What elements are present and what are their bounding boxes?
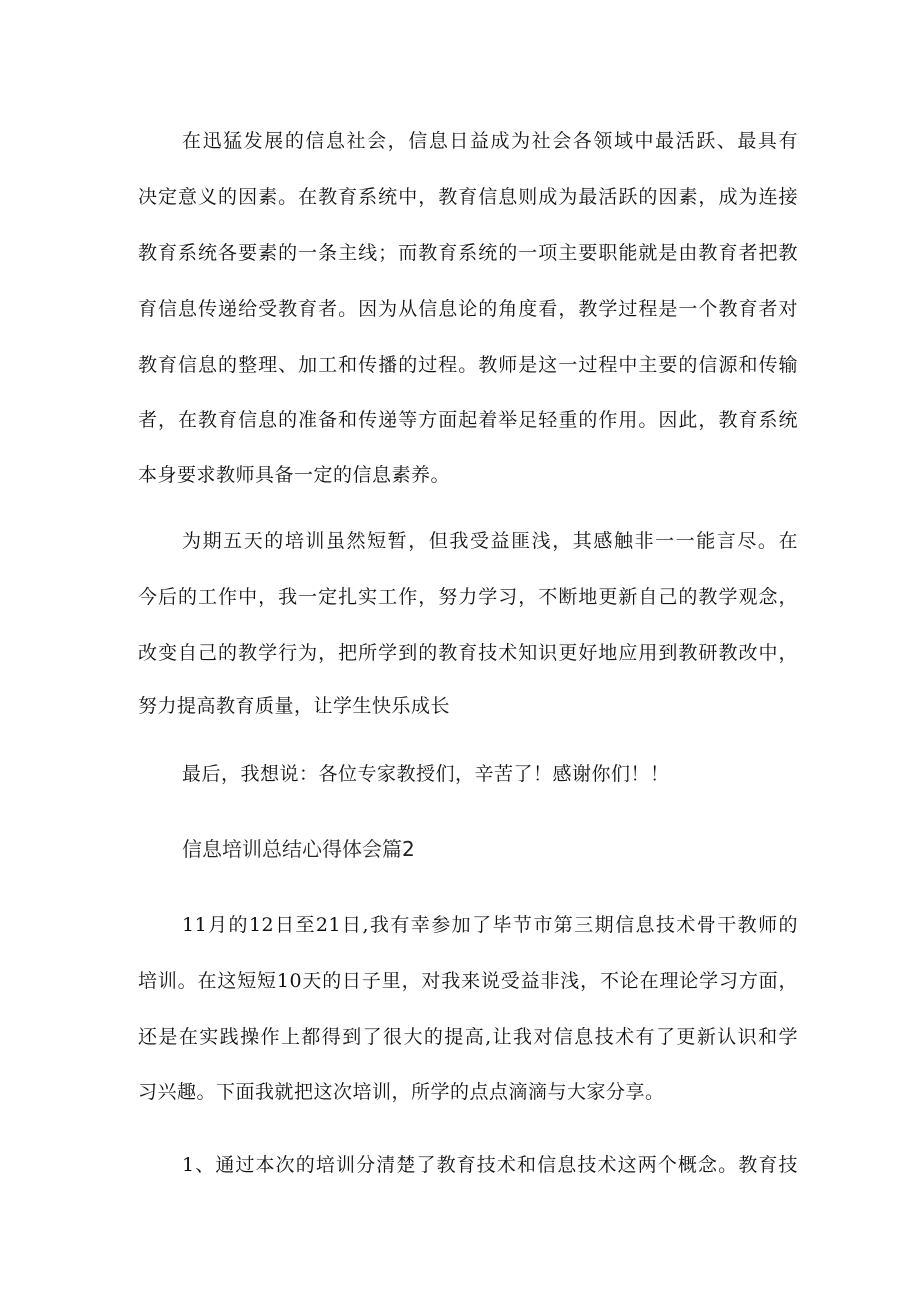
text-line: 最后，我想说：各位专家教授们，辛苦了！感谢你们！！ [182, 763, 670, 785]
text-line: 决定意义的因素。在教育系统中，教育信息则成为最活跃的因素，成为连接 [138, 186, 798, 208]
text-line: 今后的工作中，我一定扎实工作，努力学习，不断地更新自己的教学观念， [138, 586, 798, 608]
text-line: 习兴趣。下面我就把这次培训，所学的点点滴滴与大家分享。 [138, 1081, 665, 1103]
section-heading: 信息培训总结心得体会篇2 [182, 837, 415, 861]
text-line: 教育系统各要素的一条主线；而教育系统的一项主要职能就是由教育者把教 [138, 242, 798, 264]
text-line: 育信息传递给受教育者。因为从信息论的角度看，教学过程是一个教育者对 [138, 298, 798, 320]
text-line: 在迅猛发展的信息社会，信息日益成为社会各领域中最活跃、最具有 [182, 130, 798, 152]
text-line: 努力提高教育质量，让学生快乐成长 [138, 695, 451, 717]
text-line: 本身要求教师具备一定的信息素养。 [138, 464, 451, 486]
text-line: 教育信息的整理、加工和传播的过程。教师是这一过程中主要的信源和传输 [138, 354, 798, 376]
text-line: 改变自己的教学行为，把所学到的教育技术知识更好地应用到教研教改中， [138, 642, 798, 664]
text-line: 培训。在这短短10天的日子里，对我来说受益非浅，不论在理论学习方面， [138, 970, 798, 992]
text-line: 者，在教育信息的准备和传递等方面起着举足轻重的作用。因此，教育系统 [138, 409, 798, 431]
text-line: 1、通过本次的培训分清楚了教育技术和信息技术这两个概念。教育技 [182, 1154, 798, 1176]
text-line: 为期五天的培训虽然短暂，但我受益匪浅，其感触非一一能言尽。在 [182, 530, 798, 552]
text-line: 11月的12日至21日,我有幸参加了毕节市第三期信息技术骨干教师的 [182, 914, 798, 936]
text-line: 还是在实践操作上都得到了很大的提高,让我对信息技术有了更新认识和学 [138, 1026, 798, 1048]
